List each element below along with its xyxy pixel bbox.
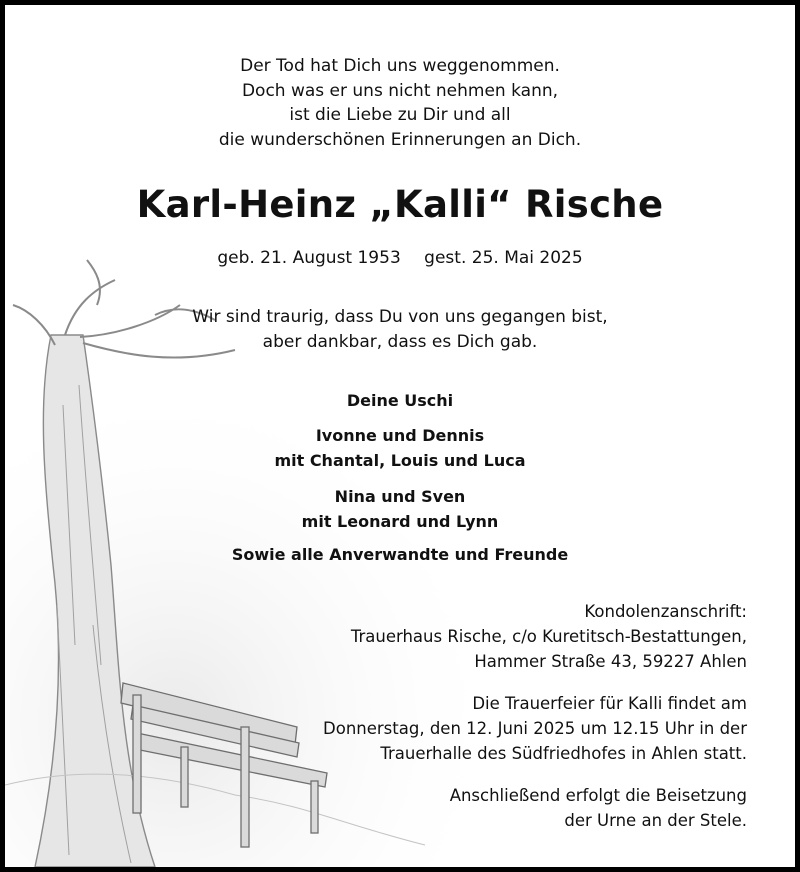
deceased-name: Karl-Heinz „Kalli“ Rische: [136, 183, 664, 226]
quote-line: Doch was er uns nicht nehmen kann,: [241, 80, 559, 101]
condolence-address: [351, 599, 747, 674]
birth-date: geb. 21. August 1953: [217, 248, 401, 268]
burial-info: [450, 783, 747, 833]
mourner-partner: Deine Uschi: [346, 391, 454, 410]
mourner-others: Sowie alle Anverwandte und Freunde: [231, 545, 569, 564]
ceremony-line: Trauerhalle des Südfriedhofes in Ahlen statt.: [380, 744, 747, 763]
mourner-group-2: [5, 484, 795, 534]
sentiment-text: [5, 305, 795, 355]
sentiment-line: aber dankbar, dass es Dich gab.: [262, 332, 538, 352]
sentiment-line: Wir sind traurig, dass Du von uns gegangen bist,: [192, 307, 608, 327]
mourner-line: Ivonne und Dennis: [315, 426, 485, 445]
mourner-group-1: [5, 423, 795, 473]
burial-line: der Urne an der Stele.: [564, 811, 747, 830]
ceremony-info: [323, 691, 747, 766]
ceremony-line: Donnerstag, den 12. Juni 2025 um 12.15 Uhr in der: [323, 719, 747, 738]
mourner-line: mit Leonard und Lynn: [301, 512, 499, 531]
quote-line: die wunderschönen Erinnerungen an Dich.: [218, 129, 582, 150]
quote-line: Der Tod hat Dich uns weggenommen.: [240, 56, 560, 76]
death-date: gest. 25. Mai 2025: [424, 248, 583, 268]
life-dates: [5, 248, 795, 268]
mourner-line: Nina und Sven: [334, 487, 466, 506]
mourner-line: mit Chantal, Louis und Luca: [274, 451, 526, 470]
memorial-quote: [5, 54, 795, 152]
condolence-line: Hammer Straße 43, 59227 Ahlen: [474, 652, 747, 671]
condolence-line: Trauerhaus Rische, c/o Kuretitsch-Bestattungen,: [350, 627, 747, 646]
condolence-line: Kondolenzanschrift:: [584, 602, 747, 621]
quote-line: ist die Liebe zu Dir und all: [289, 105, 511, 125]
burial-line: Anschließend erfolgt die Beisetzung: [449, 786, 747, 805]
ceremony-line: Die Trauerfeier für Kalli findet am: [472, 694, 747, 713]
